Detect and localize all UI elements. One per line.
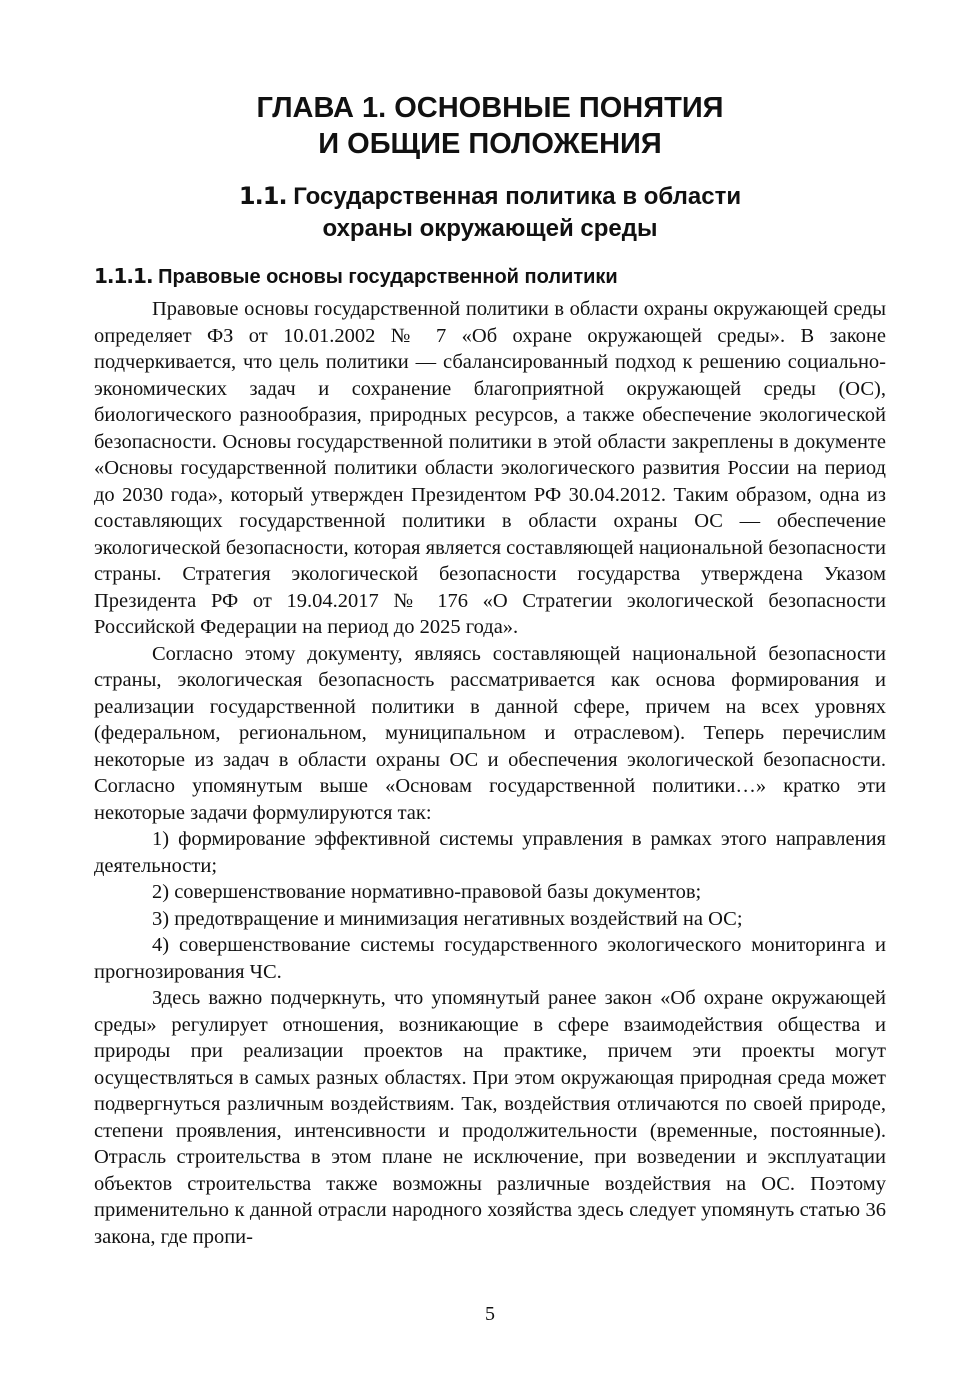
section-title [0, 180, 980, 245]
section-title-line-1 [0, 180, 980, 213]
chapter-title [0, 90, 980, 162]
page-number: 5 [485, 1303, 495, 1325]
chapter-title-line-2: И ОБЩИЕ ПОЛОЖЕНИЯ [318, 128, 662, 160]
section-number: 1.1. [238, 182, 287, 210]
paragraph-3: Здесь важно подчеркнуть, что упомянутый ранее закон «Об охране окружающей среды» регулирует отношения, возникающие в сфере взаимодействия общества и природы при реализации проектов на практике, причем эти проекты могут осуществляться в самых разных областях. При этом окружающая природная среда может подвергнуться различным воздействиям. Так, воздействия отличаются по своей природе, степени проявления, интенсивности и продолжительности (временные, постоянные). Отрасль строительства в этом плане не исключение, при возведении и эксплуатации объектов строительства также возможны различные воздействия на ОС. Поэтому применительно к данной отрасли народного хозяйства здесь следует упомянуть статью 36 закона, где пропи- [94, 987, 886, 1248]
section-title-text-1: Государственная политика в области [293, 183, 742, 210]
subsection-number: 1.1.1. [94, 264, 153, 288]
list-item-1: 1) формирование эффективной системы управления в рамках этого направления деятельности; [94, 828, 886, 877]
list-item-2: 2) совершенствование нормативно-правовой базы документов; [152, 881, 702, 903]
chapter-title-line-1: ГЛАВА 1. ОСНОВНЫЕ ПОНЯТИЯ [256, 92, 724, 124]
list-item-4: 4) совершенствование системы государственного экологического мониторинга и прогнозирования ЧС. [94, 934, 886, 983]
list-item-3: 3) предотвращение и минимизация негативных воздействий на ОС; [152, 907, 743, 930]
subsection-title [94, 262, 618, 291]
paragraph-2: Согласно этому документу, являясь составляющей национальной безопасности страны, экологическая безопасность рассматривается как основа формирования и реализации государственной политики в данной сфере, причем на всех уровнях (федеральном, региональном, муниципальном и отраслевом). Теперь перечислим некоторые из задач в области охраны ОС и обеспечения экологической безопасности. Согласно упомянутым выше «Основам государственной политики…» кратко эти некоторые задачи формулируются так: [94, 642, 886, 824]
paragraph-1: Правовые основы государственной политики в области охраны окружающей среды определяет ФЗ от 10.01.2002 № 7 «Об охране окружающей среды». В законе подчеркивается, что цель политики — сбалансированный подход к решению социально-экономических задач и сохранение благоприятной окружающей среды (ОС), биологического разнообразия, природных ресурсов, а также обеспечение экологической безопасности. Основы государственной политики в этой области закреплены в документе «Основы государственной политики области экологического развития России на период до 2030 года», который утвержден Президентом РФ 30.04.2012. Таким образом, одна из составляющих государственной политики в области охраны ОС — обеспечение экологической безопасности, которая является составляющей национальной безопасности страны. Стратегия экологической безопасности государства утверждена Указом Президента РФ от 19.04.2017 № 176 «О Стратегии экологической безопасности Российской Федерации на период до 2025 года». [94, 298, 886, 638]
body-text [94, 296, 886, 1250]
subsection-title-text: Правовые основы государственной политики [158, 266, 618, 288]
section-title-line-2: охраны окружающей среды [322, 215, 658, 242]
